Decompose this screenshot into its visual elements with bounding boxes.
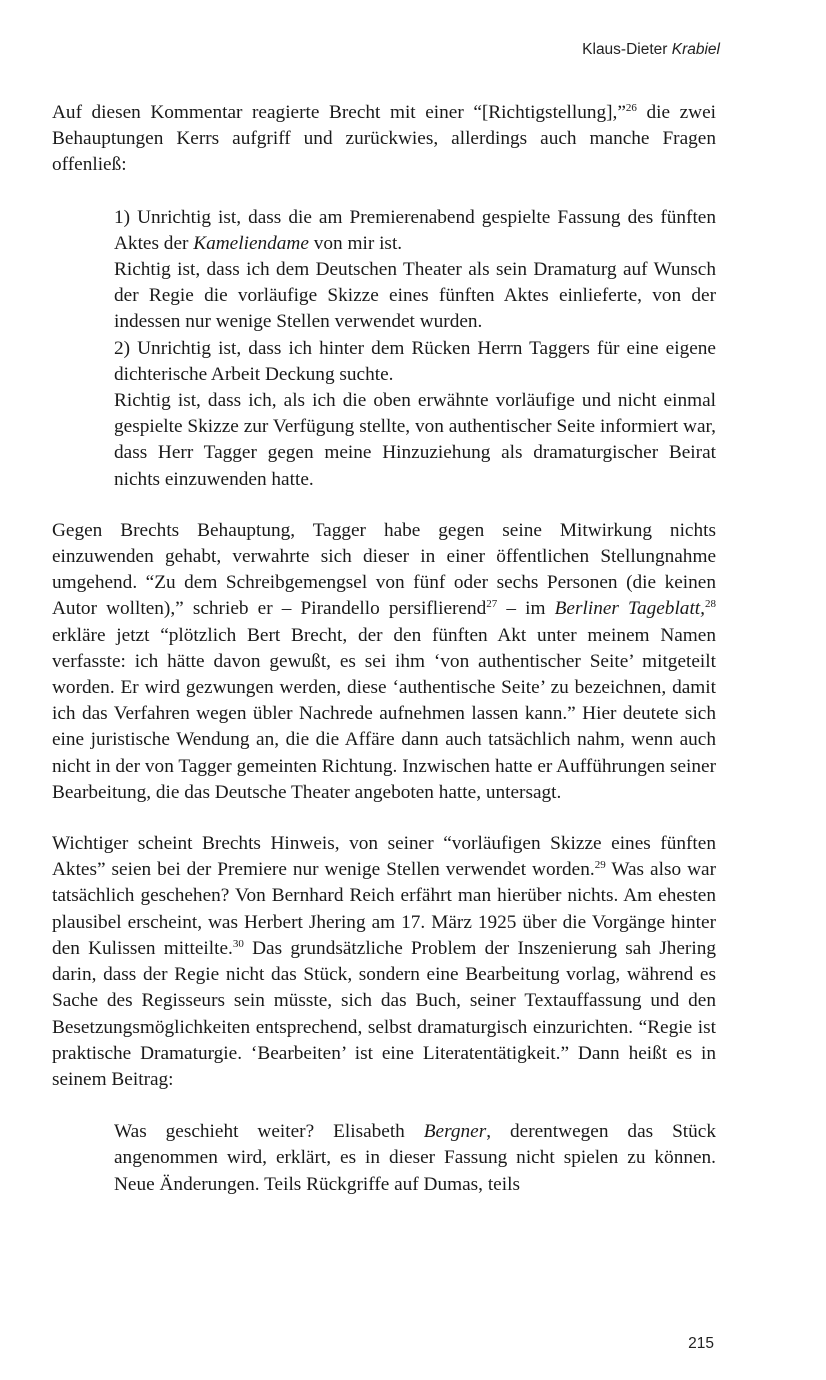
text-segment: die zwei Behauptungen Kerrs aufgriff und zurückwies, allerdings auch manche Fragen offenließ:	[52, 102, 716, 176]
block-quote-1	[114, 205, 716, 493]
author-last-name: Krabiel	[671, 41, 720, 58]
text-segment: Was geschieht weiter? Elisabeth	[114, 1121, 424, 1143]
text-segment: von mir ist.	[308, 232, 403, 254]
text-segment: – im	[497, 598, 555, 620]
block-quote-2	[114, 1119, 716, 1198]
text-segment: Auf diesen Kommentar reagierte Brecht mit einer “[Richtigstellung],”	[52, 102, 626, 123]
paragraph-1	[52, 100, 716, 179]
text-segment: Was also war tatsächlich geschehen? Von Bernhard Reich erfährt man hierüber nichts. Am ehesten plausibel erscheint, was Herbert Jhering am 17. März 1925 über die Vorgänge hinter den Kulissen mitteilte.	[52, 859, 716, 959]
text-segment: erkläre jetzt “plötzlich Bert Brecht, der den fünften Akt unter meinem Namen verfasste: ich hätte davon gewußt, es sei ihm ‘von authentischer Seite’ mitgeteilt worden. Er wird gezwungen werden, diese ‘authentische Seite’ zu bezeichnen, damit ich das Verfahren wegen übler Nachrede aufnehmen lassen kann.” Hier deutete sich eine juristische Wendung an, die die Affäre dann auch tatsächlich nahm, wenn auch nicht in der von Tagger gemeinten Richtung. Inzwischen hatte er Aufführungen seiner Bearbeitung, die das Deutsche Theater angeboten hatte, untersagt.	[52, 624, 716, 803]
quote-line-3: 2) Unrichtig ist, dass ich hinter dem Rücken Herrn Taggers für eine eigene dichterische Arbeit Deckung suchte.	[114, 337, 716, 385]
page-number: 215	[688, 1335, 714, 1352]
italic-name: Bergner	[423, 1121, 487, 1143]
quote-2-text	[114, 1119, 716, 1198]
text-segment: , derentwegen das Stück angenommen wird, erklärt, es in dieser Fassung nicht spielen zu können. Neue Änderungen. Teils Rückgriffe auf Dumas, teils	[114, 1121, 716, 1195]
running-header	[582, 41, 720, 59]
text-segment: Wichtiger scheint Brechts Hinweis, von seiner “vorläufigen Skizze eines fünften Aktes” seien bei der Premiere nur wenige Stellen verwendet worden.	[52, 833, 716, 881]
quote-line-1	[114, 205, 716, 257]
quote-line-2: Richtig ist, dass ich dem Deutschen Theater als sein Dramaturg auf Wunsch der Regie die vorläufige Skizze eines fünften Aktes einlieferte, von der indessen nur wenige Stellen verwendet wurden.	[114, 259, 716, 333]
footnote-ref-26: 26	[625, 102, 637, 114]
text-segment: Das grundsätzliche Problem der Inszenierung sah Jhering darin, dass der Regie nicht das Stück, sondern eine Bearbeitung vorlag, während es Sache des Regisseurs sein müsste, sich das Buch, seiner Textauffassung und den Besetzungsmöglichkeiten entsprechend, selbst dramaturgisch einzurichten. “Regie ist praktische Dramaturgie. ‘Bearbeiten’ ist eine Literatentätigkeit.” Dann heißt es in seinem Beitrag:	[52, 937, 716, 1090]
text-segment: 1) Unrichtig ist, dass die am Premierenabend gespielte Fassung des fünften Aktes der	[114, 206, 716, 254]
footnote-ref-27: 27	[486, 598, 498, 611]
footnote-ref-28: 28	[704, 598, 716, 611]
footnote-ref-30: 30	[232, 937, 244, 950]
quote-line-4: Richtig ist, dass ich, als ich die oben erwähnte vorläufige und nicht einmal gespielte Skizze zur Verfügung stellte, von authentischer Seite informiert war, dass Herr Tagger gegen meine Hinzuziehung als dramaturgischer Beirat nichts einzuwenden hatte.	[114, 390, 716, 490]
text-segment: Gegen Brechts Behauptung, Tagger habe gegen seine Mitwirkung nichts einzuwenden gehabt, verwahrte sich dieser in einer öffentlichen Stellungnahme umgehend. “Zu dem Schreibgemengsel von fünf oder sechs Personen (die keinen Autor wollten),” schrieb er – Pirandello persiflierend	[52, 519, 716, 620]
paragraph-3	[52, 831, 716, 1093]
italic-title: Berliner Tageblatt,	[554, 598, 705, 620]
footnote-ref-29: 29	[594, 859, 606, 872]
italic-title: Kameliendame	[193, 232, 309, 254]
author-first-name: Klaus-Dieter	[582, 41, 672, 58]
main-text	[52, 100, 716, 1198]
paragraph-2	[52, 518, 716, 806]
